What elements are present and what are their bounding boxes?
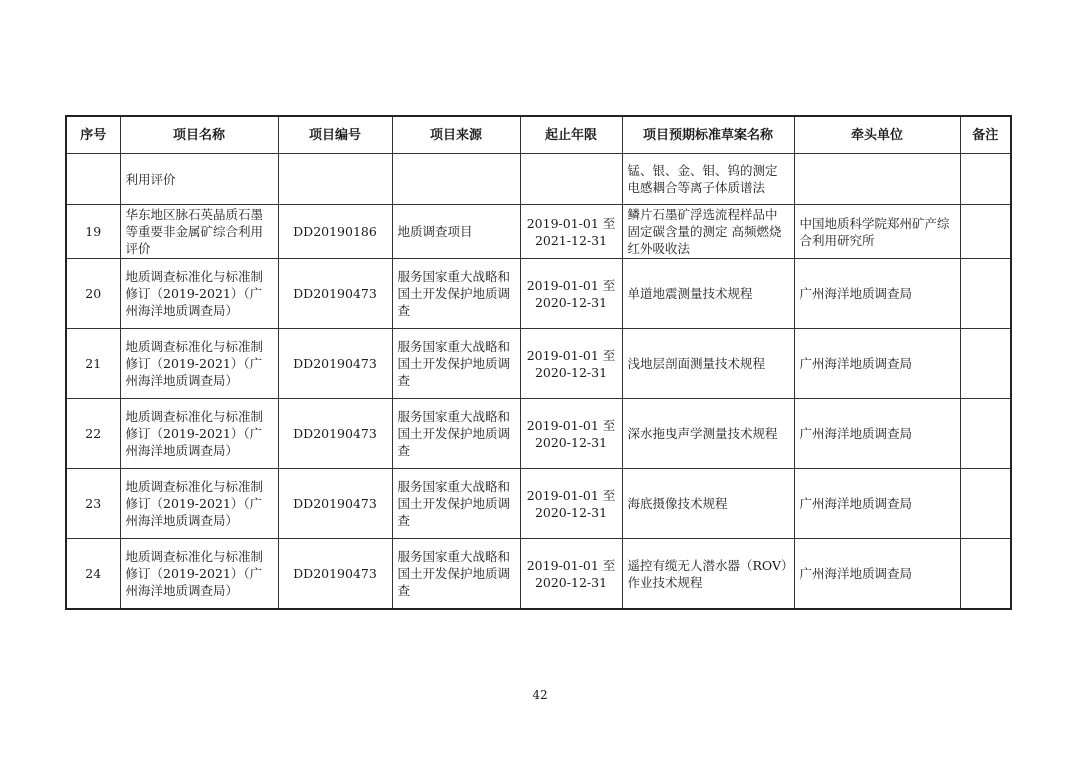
cell-standard: 锰、银、金、钼、钨的测定 电感耦合等离子体质谱法	[622, 154, 794, 205]
cell-no: 19	[66, 205, 120, 259]
cell-code: DD20190473	[278, 259, 392, 329]
cell-name: 地质调查标准化与标准制修订（2019-2021）（广州海洋地质调查局）	[120, 399, 278, 469]
cell-source: 地质调查项目	[392, 205, 520, 259]
cell-no: 23	[66, 469, 120, 539]
cell-code	[278, 154, 392, 205]
cell-remark	[960, 259, 1011, 329]
standards-table	[65, 115, 1012, 610]
cell-source: 服务国家重大战略和国土开发保护地质调查	[392, 329, 520, 399]
cell-no: 20	[66, 259, 120, 329]
cell-unit: 广州海洋地质调查局	[794, 399, 960, 469]
cell-remark	[960, 469, 1011, 539]
table-header-row	[66, 116, 1011, 154]
header-standard: 项目预期标准草案名称	[622, 116, 794, 154]
cell-name: 利用评价	[120, 154, 278, 205]
cell-unit: 广州海洋地质调查局	[794, 329, 960, 399]
cell-no: 24	[66, 539, 120, 610]
cell-unit: 中国地质科学院郑州矿产综合利用研究所	[794, 205, 960, 259]
header-period: 起止年限	[520, 116, 622, 154]
header-no: 序号	[66, 116, 120, 154]
cell-remark	[960, 539, 1011, 610]
header-name: 项目名称	[120, 116, 278, 154]
cell-standard: 浅地层剖面测量技术规程	[622, 329, 794, 399]
cell-name: 华东地区脉石英晶质石墨等重要非金属矿综合利用评价	[120, 205, 278, 259]
cell-unit: 广州海洋地质调查局	[794, 259, 960, 329]
cell-name: 地质调查标准化与标准制修订（2019-2021）（广州海洋地质调查局）	[120, 259, 278, 329]
cell-unit: 广州海洋地质调查局	[794, 539, 960, 610]
cell-period: 2019-01-01 至 2020-12-31	[520, 469, 622, 539]
table-row	[66, 259, 1011, 329]
cell-unit	[794, 154, 960, 205]
cell-source: 服务国家重大战略和国土开发保护地质调查	[392, 469, 520, 539]
header-unit: 牵头单位	[794, 116, 960, 154]
cell-remark	[960, 399, 1011, 469]
cell-period: 2019-01-01 至 2020-12-31	[520, 259, 622, 329]
cell-code: DD20190473	[278, 399, 392, 469]
header-code: 项目编号	[278, 116, 392, 154]
cell-no	[66, 154, 120, 205]
cell-name: 地质调查标准化与标准制修订（2019-2021）（广州海洋地质调查局）	[120, 469, 278, 539]
cell-standard: 遥控有缆无人潜水器（ROV）作业技术规程	[622, 539, 794, 610]
cell-period: 2019-01-01 至 2020-12-31	[520, 329, 622, 399]
cell-no: 21	[66, 329, 120, 399]
table-row	[66, 329, 1011, 399]
cell-period	[520, 154, 622, 205]
table-row	[66, 399, 1011, 469]
table-row-continued	[66, 154, 1011, 205]
cell-standard: 海底摄像技术规程	[622, 469, 794, 539]
cell-period: 2019-01-01 至 2020-12-31	[520, 539, 622, 610]
cell-period: 2019-01-01 至 2021-12-31	[520, 205, 622, 259]
table-row	[66, 469, 1011, 539]
cell-source: 服务国家重大战略和国土开发保护地质调查	[392, 399, 520, 469]
cell-code: DD20190473	[278, 329, 392, 399]
cell-source	[392, 154, 520, 205]
cell-source: 服务国家重大战略和国土开发保护地质调查	[392, 539, 520, 610]
cell-remark	[960, 154, 1011, 205]
cell-code: DD20190186	[278, 205, 392, 259]
cell-name: 地质调查标准化与标准制修订（2019-2021）（广州海洋地质调查局）	[120, 539, 278, 610]
cell-code: DD20190473	[278, 539, 392, 610]
cell-no: 22	[66, 399, 120, 469]
cell-standard: 鳞片石墨矿浮选流程样品中固定碳含量的测定 高频燃烧红外吸收法	[622, 205, 794, 259]
header-remark: 备注	[960, 116, 1011, 154]
cell-period: 2019-01-01 至 2020-12-31	[520, 399, 622, 469]
cell-remark	[960, 205, 1011, 259]
page-number: 42	[532, 688, 548, 702]
cell-source: 服务国家重大战略和国土开发保护地质调查	[392, 259, 520, 329]
cell-unit: 广州海洋地质调查局	[794, 469, 960, 539]
cell-standard: 深水拖曳声学测量技术规程	[622, 399, 794, 469]
cell-standard: 单道地震测量技术规程	[622, 259, 794, 329]
header-source: 项目来源	[392, 116, 520, 154]
table-row	[66, 205, 1011, 259]
cell-remark	[960, 329, 1011, 399]
cell-code: DD20190473	[278, 469, 392, 539]
cell-name: 地质调查标准化与标准制修订（2019-2021）（广州海洋地质调查局）	[120, 329, 278, 399]
table-row	[66, 539, 1011, 610]
